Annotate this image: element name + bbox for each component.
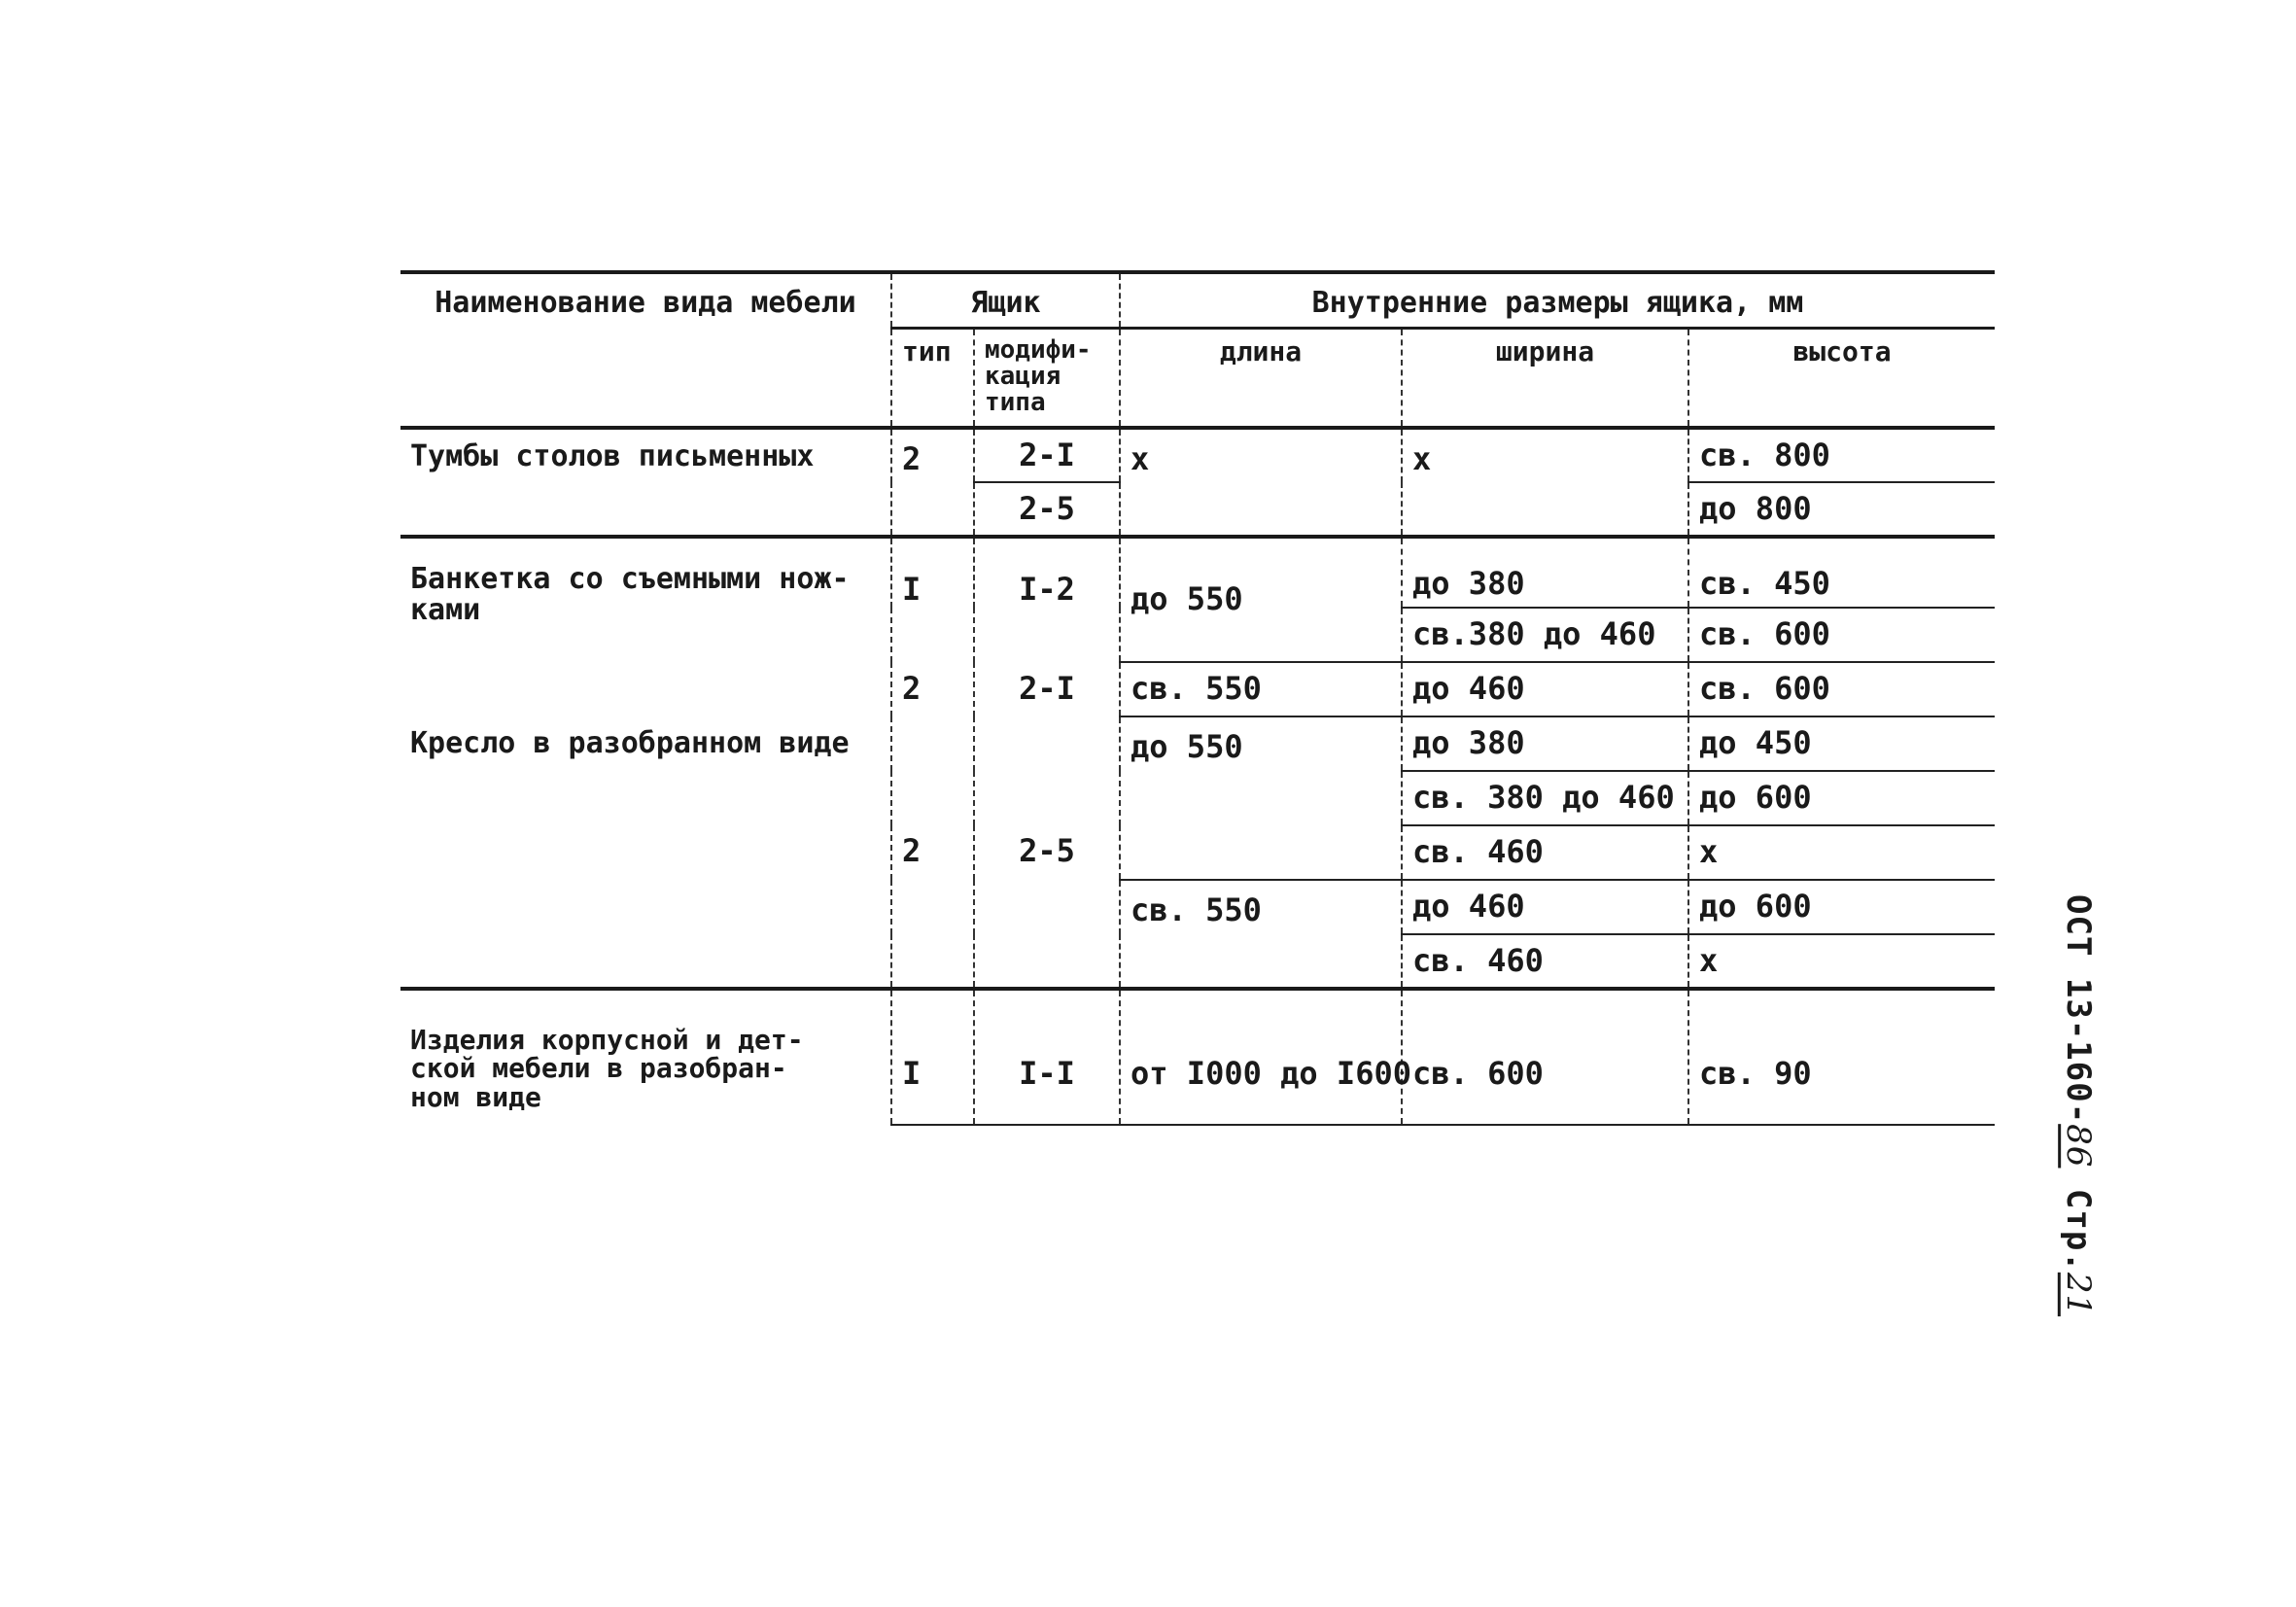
table-row [400,989,1995,1125]
cell-height: до 600 [1688,771,1995,825]
header-box: Ящик [891,272,1120,328]
cell-height: св. 90 [1688,989,1995,1125]
cell-height: х [1688,934,1995,989]
document-code-stamp [2059,894,2098,1316]
cell-width: св. 380 до 460 [1402,771,1688,825]
standard-code: ОСТ 13-160- [2059,894,2098,1125]
row-name-armchair: Кресло в разобранном виде [400,716,891,989]
header-modification: модифи- кация типа [974,328,1120,428]
cell-width: св. 460 [1402,825,1688,880]
cell-width: св. 600 [1402,989,1688,1125]
row-name-cabinet-furniture: Изделия корпусной и дет- ской мебели в разобран- ном виде [410,1023,804,1113]
header-length: длина [1120,328,1402,428]
cell-width: св. 460 [1402,934,1688,989]
row-name-desk-pedestals: Тумбы столов письменных [400,428,891,537]
cell-length: св. 550 [1120,880,1402,989]
cell-modification: 2-I [974,662,1120,716]
cell-type: 2 [891,662,974,716]
row-name-banquette: Банкетка со съемными нож- ками [410,562,850,627]
cell-width: св.380 до 460 [1402,608,1688,662]
cell-type: I [891,537,974,662]
header-furniture-name: Наименование вида мебели [400,272,891,428]
cell-width: х [1402,428,1688,537]
header-height: высота [1688,328,1995,428]
cell-height: св. 600 [1688,608,1995,662]
cell-modification: I-I [974,989,1120,1125]
cell-type: 2 [891,716,974,989]
table-row [400,716,1995,771]
table-row [400,537,1995,608]
cell-type: I [891,989,974,1125]
cell-height: до 450 [1688,716,1995,771]
cell-height: св. 450 [1688,537,1995,608]
cell-height: св. 600 [1688,662,1995,716]
header-inner-dimensions: Внутренние размеры ящика, мм [1120,272,1995,328]
cell-modification: 2-5 [974,716,1120,989]
cell-width: до 380 [1402,537,1688,608]
header-width: ширина [1402,328,1688,428]
cell-length: х [1120,428,1402,537]
cell-width: до 460 [1402,880,1688,934]
cell-length: св. 550 [1120,662,1402,716]
cell-modification: 2-I [974,428,1120,482]
cell-length: от I000 до I600 [1120,989,1402,1125]
cell-type: 2 [891,428,974,537]
cell-width: до 460 [1402,662,1688,716]
header-type: тип [891,328,974,428]
header-row-1 [400,272,1995,328]
table-row [400,428,1995,482]
cell-modification: I-2 [974,537,1120,662]
cell-width: до 380 [1402,716,1688,771]
cell-modification: 2-5 [974,482,1120,537]
furniture-box-table [400,270,1995,1126]
cell-height: до 600 [1688,880,1995,934]
cell-length: до 550 [1120,716,1402,880]
cell-length: до 550 [1120,537,1402,662]
cell-height: св. 800 [1688,428,1995,482]
standard-year: 86 [2059,1124,2098,1169]
cell-height: х [1688,825,1995,880]
page-number: 21 [2059,1272,2098,1317]
cell-height: до 800 [1688,482,1995,537]
page-label: Стр. [2059,1188,2098,1273]
